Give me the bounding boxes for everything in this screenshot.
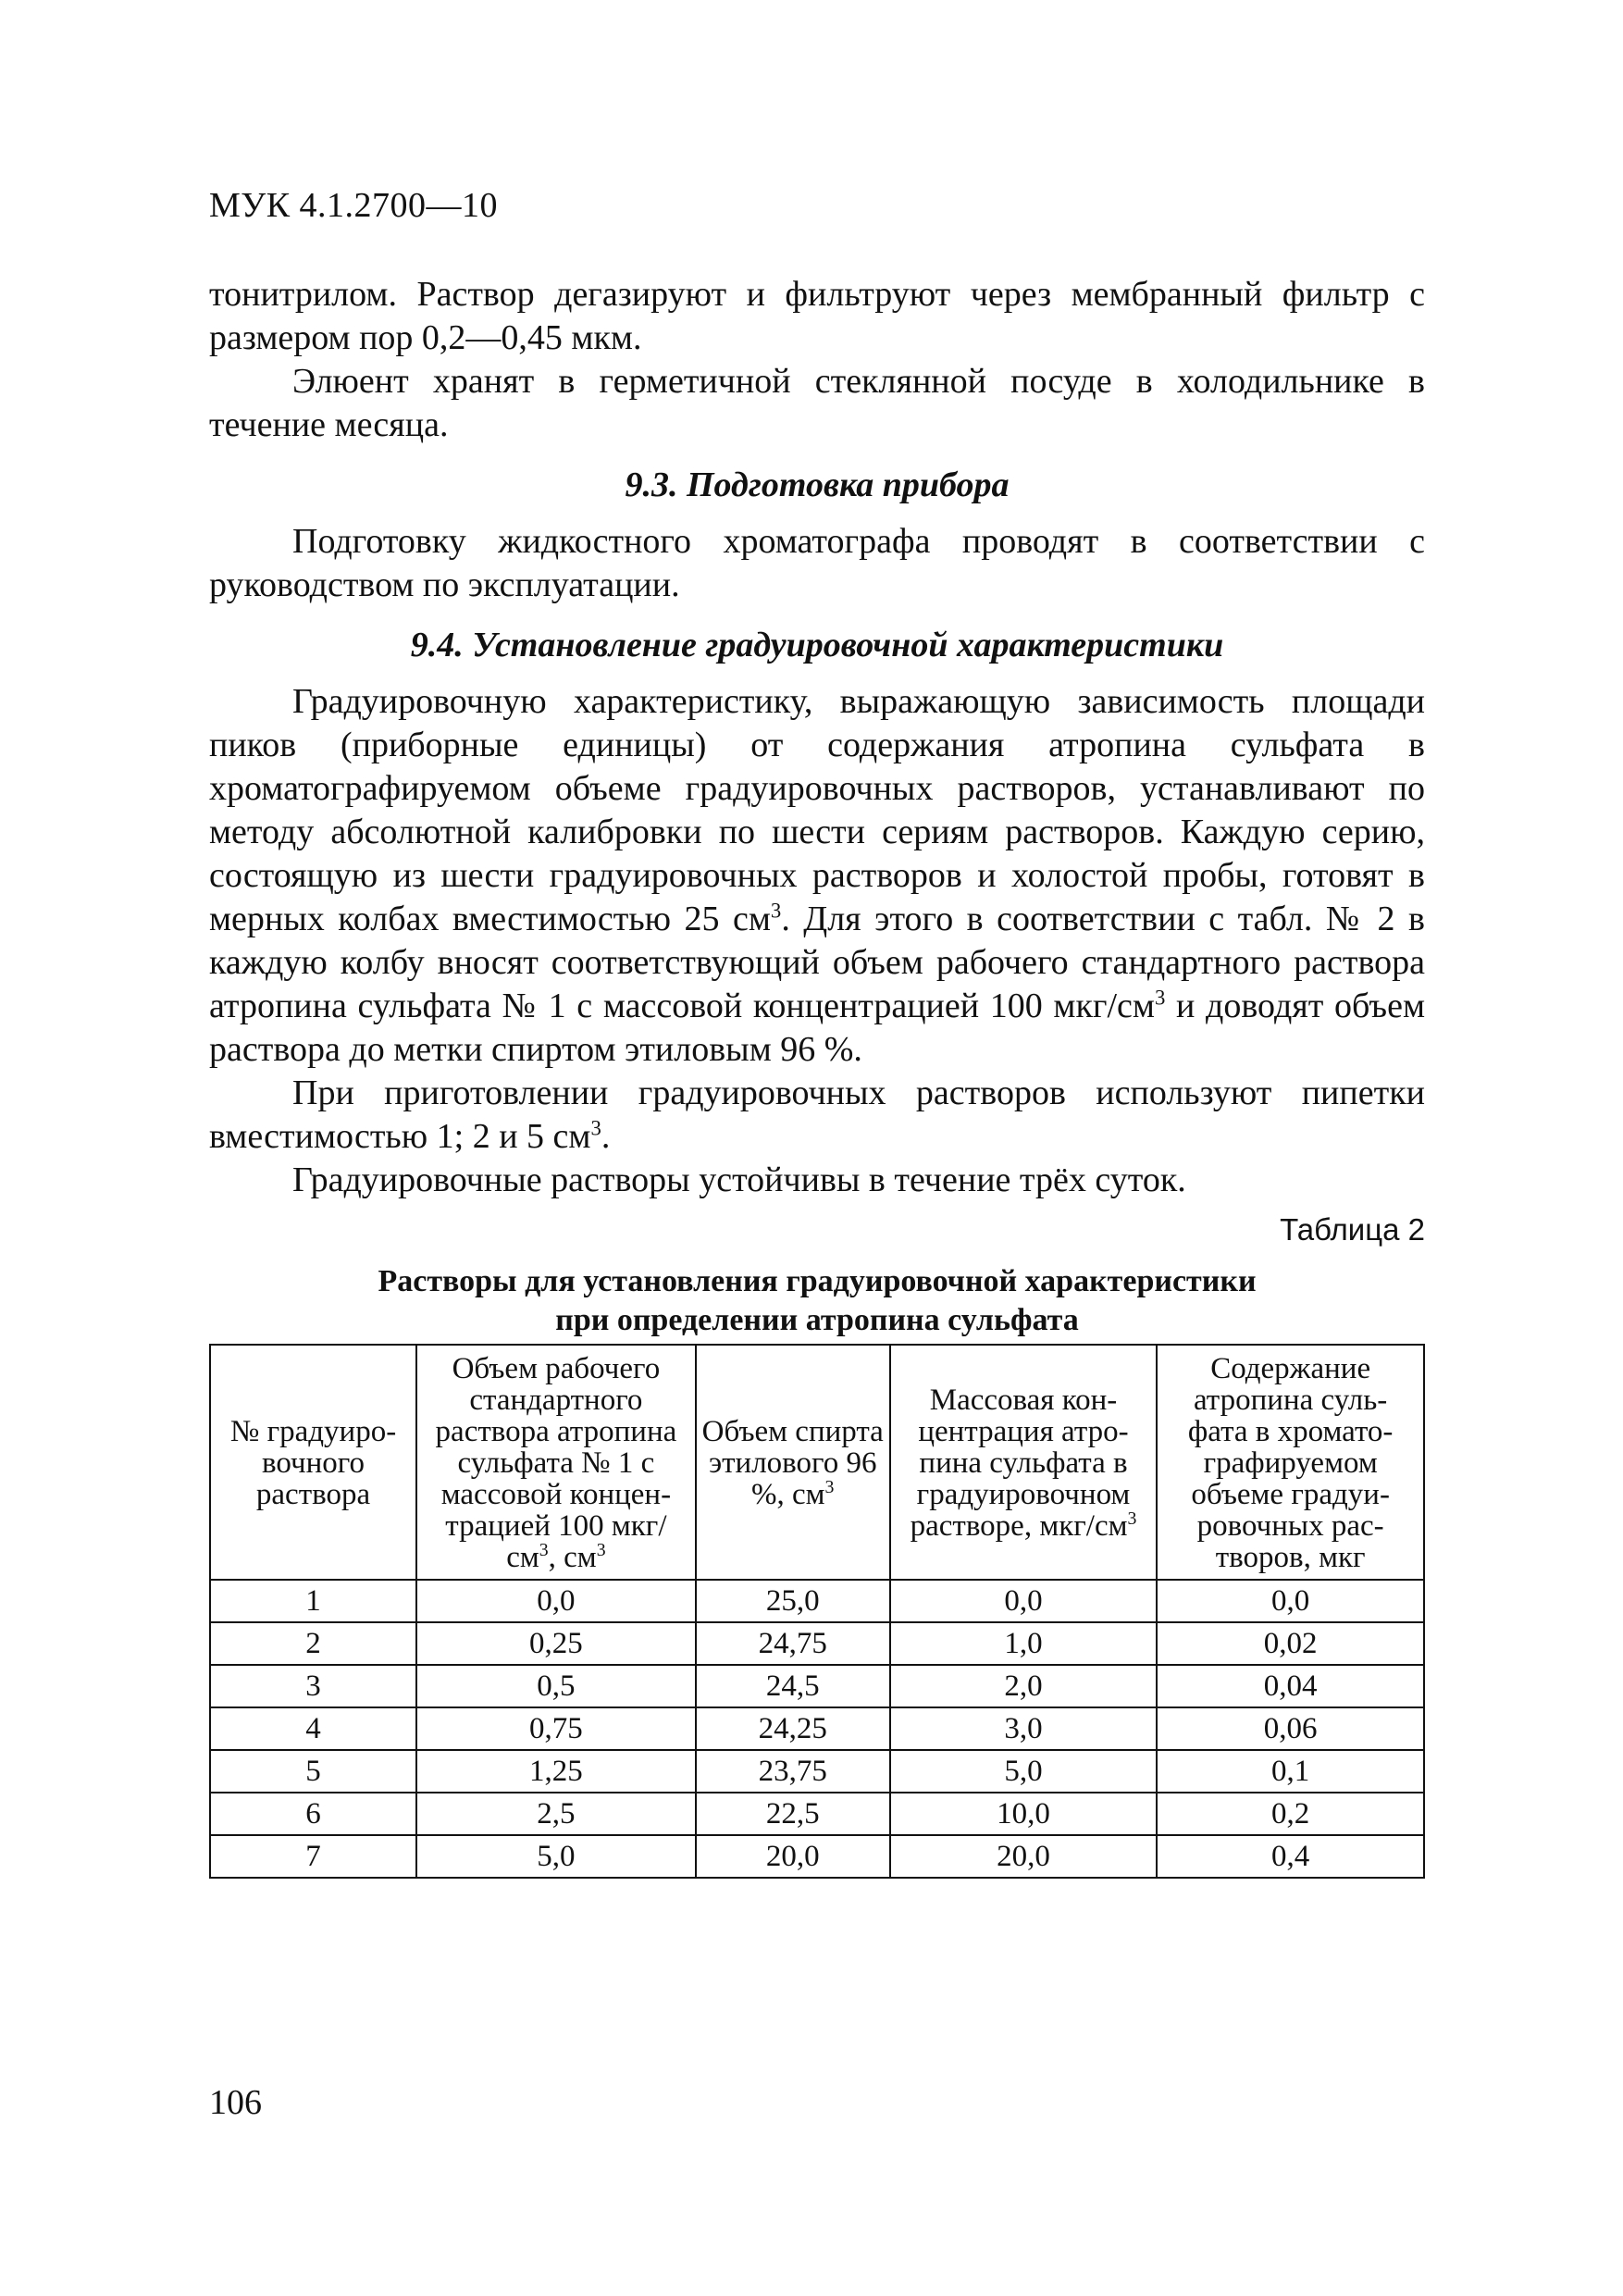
cell-atropine-content: 0,2 (1157, 1793, 1424, 1835)
cell-atropine-content: 0,04 (1157, 1665, 1424, 1707)
superscript-3: 3 (1154, 986, 1166, 1010)
paragraph-device-preparation: Подготовку жидкостного хроматографа проводят в соответствии с руководством по эксплуатации. (209, 522, 1425, 604)
page-number: 106 (209, 2083, 262, 2122)
cell-atropine-content: 0,06 (1157, 1707, 1424, 1750)
calibration-solutions-table (209, 1344, 1425, 1879)
paragraph-eluent-filter: тонитрилом. Раствор дегазируют и фильтруют через мембранный фильтр с размером пор 0,2—0,45 мкм. (209, 275, 1425, 357)
table-header-row (210, 1345, 1424, 1580)
cell-mass-concentration: 5,0 (890, 1750, 1158, 1793)
cell-standard-volume: 1,25 (416, 1750, 696, 1793)
cell-number: 5 (210, 1750, 416, 1793)
cell-atropine-content: 0,02 (1157, 1622, 1424, 1665)
table-title-line-2: при определении атропина сульфата (555, 1303, 1079, 1337)
table-row (210, 1793, 1424, 1835)
header-atropine-content: Содержание атропина суль- фата в хромато- графируемом объеме градуи- ровочных рас- творов, мкг (1157, 1345, 1424, 1580)
cell-standard-volume: 0,25 (416, 1622, 696, 1665)
paragraph-eluent-storage: Элюент хранят в герметичной стеклянной посуде в холодильнике в течение месяца. (209, 362, 1425, 444)
cell-ethanol-volume: 20,0 (696, 1835, 890, 1878)
table-label: Таблица 2 (1280, 1212, 1425, 1247)
cell-atropine-content: 0,1 (1157, 1750, 1424, 1793)
cell-standard-volume: 2,5 (416, 1793, 696, 1835)
table-row (210, 1622, 1424, 1665)
cell-ethanol-volume: 24,25 (696, 1707, 890, 1750)
cell-mass-concentration: 1,0 (890, 1622, 1158, 1665)
document-code-header: МУК 4.1.2700—10 (209, 186, 499, 225)
pipettes-text-1: При приготовлении градуировочных растворов используют пипетки вместимостью 1; 2 и 5 см (209, 1074, 1425, 1156)
cell-number: 4 (210, 1707, 416, 1750)
superscript-3: 3 (590, 1116, 601, 1140)
cell-mass-concentration: 20,0 (890, 1835, 1158, 1878)
calibration-text-2: . Для этого в соответствии с табл. № 2 в каждую колбу вносят соответствующий объем рабочего стандартного раствора атропина сульфата № 1 с массовой концентрацией 100 мкг/см (209, 900, 1425, 1025)
cell-number: 2 (210, 1622, 416, 1665)
pipettes-text-2: . (601, 1117, 611, 1156)
header-mass-concentration: Массовая кон- центрация атро- пина сульфата в градуировочном растворе, мкг/$см^3$ (890, 1345, 1158, 1580)
table-row (210, 1665, 1424, 1707)
cell-number: 6 (210, 1793, 416, 1835)
table-row (210, 1580, 1424, 1622)
section-title-9-4: 9.4. Установление градуировочной характеристики (410, 626, 1224, 664)
cell-ethanol-volume: 22,5 (696, 1793, 890, 1835)
paragraph-calibration (209, 680, 1425, 1072)
paragraph-pipettes (209, 1072, 1425, 1159)
superscript-3: 3 (770, 899, 782, 923)
cell-mass-concentration: 3,0 (890, 1707, 1158, 1750)
cell-ethanol-volume: 24,5 (696, 1665, 890, 1707)
cell-number: 7 (210, 1835, 416, 1878)
cell-ethanol-volume: 23,75 (696, 1750, 890, 1793)
table-row (210, 1750, 1424, 1793)
cell-mass-concentration: 0,0 (890, 1580, 1158, 1622)
section-title-9-3: 9.3. Подготовка прибора (625, 465, 1010, 504)
cell-atropine-content: 0,0 (1157, 1580, 1424, 1622)
cell-standard-volume: 5,0 (416, 1835, 696, 1878)
cell-number: 1 (210, 1580, 416, 1622)
cell-ethanol-volume: 24,75 (696, 1622, 890, 1665)
table-row (210, 1707, 1424, 1750)
header-standard-volume: Объем рабочего стандартного раствора атропина сульфата № 1 с массовой концен- трацией 100 мкг/$см^3$, $см^3$ (416, 1345, 696, 1580)
cell-number: 3 (210, 1665, 416, 1707)
cell-mass-concentration: 2,0 (890, 1665, 1158, 1707)
cell-standard-volume: 0,5 (416, 1665, 696, 1707)
header-solution-number: № градуиро- вочного раствора (210, 1345, 416, 1580)
table-title-line-1: Растворы для установления градуировочной характеристики (378, 1264, 1257, 1298)
cell-atropine-content: 0,4 (1157, 1835, 1424, 1878)
table-row (210, 1835, 1424, 1878)
header-ethanol-volume: Объем спирта этилового 96 %, $см^3$ (696, 1345, 890, 1580)
page-content (209, 273, 1425, 1879)
calibration-text-3: и доводят объем раствора до метки спиртом этиловым 96 %. (209, 987, 1425, 1069)
paragraph-stability: Градуировочные растворы устойчивы в течение трёх суток. (292, 1160, 1186, 1199)
cell-ethanol-volume: 25,0 (696, 1580, 890, 1622)
calibration-text-1: Градуировочную характеристику, выражающую зависимость площади пиков (приборные единицы) от содержания атропина сульфата в хроматографируемом объеме градуировочных растворов, устанавливают по методу абсолютной калибровки по шести сериям растворов. Каждую серию, состоящую из шести градуировочных растворов и холостой пробы, готовят в мерных колбах вместимостью 25 см (209, 682, 1425, 938)
cell-standard-volume: 0,75 (416, 1707, 696, 1750)
cell-standard-volume: 0,0 (416, 1580, 696, 1622)
table-title (209, 1262, 1425, 1340)
cell-mass-concentration: 10,0 (890, 1793, 1158, 1835)
